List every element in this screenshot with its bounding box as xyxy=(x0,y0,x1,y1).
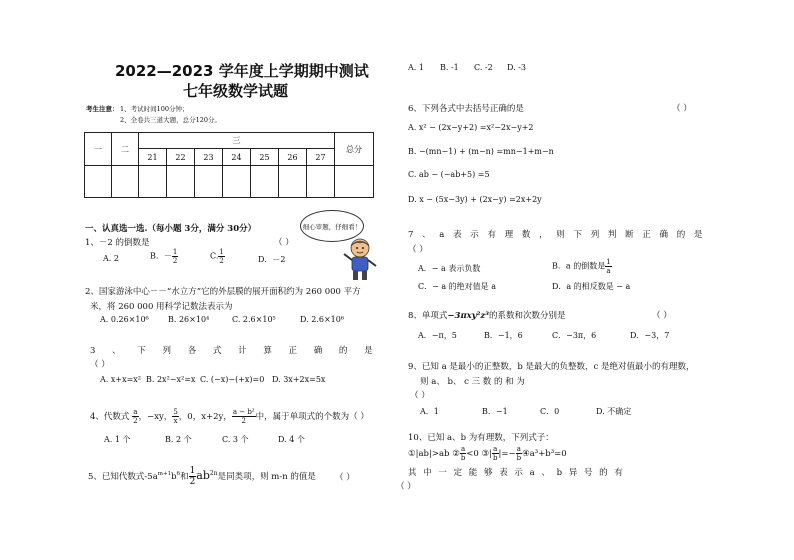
q3-option-a[interactable]: A. x+x=x² xyxy=(100,375,142,384)
score-subcol: 27 xyxy=(307,149,335,166)
q8-paren: （ ） xyxy=(652,311,672,321)
q7-option-b[interactable] xyxy=(552,258,612,275)
score-cell[interactable] xyxy=(139,166,167,198)
q9-paren: （ ） xyxy=(410,391,430,401)
score-table xyxy=(84,132,374,198)
score-subcol: 23 xyxy=(195,149,223,166)
q1-c-prefix: C. xyxy=(210,251,219,261)
notice-1: 1、考试时间100分钟； xyxy=(120,105,189,113)
q4-fraction-2: $\frac{5}{x}$ xyxy=(173,408,178,425)
q1-option-b[interactable] xyxy=(150,248,178,265)
q2-line1: 2、国家游泳中心－－“水立方”它的外层膜的展开面积约为 260 000 平方 xyxy=(85,287,361,297)
q6-stem: 6、下列各式中去括号正确的是 xyxy=(408,104,524,114)
score-cell[interactable] xyxy=(223,166,251,198)
q7-b-fraction: $\frac{1}{a}$ xyxy=(606,258,611,275)
q7-option-d[interactable]: D．a 的相反数是 − a xyxy=(552,282,631,291)
q1-b-prefix: B．－ xyxy=(150,251,172,261)
q10-paren: （ ） xyxy=(396,482,416,492)
q8-stem xyxy=(408,309,565,321)
q7-option-a[interactable]: A．− a 表示负数 xyxy=(418,264,481,273)
score-col-three: 三 xyxy=(139,133,335,149)
q1-c-fraction: $\frac{1}{2}$ xyxy=(219,248,224,265)
q5-sup2: 6 xyxy=(176,471,181,478)
q5-suffix: 是同类项，则 m-n 的值是 xyxy=(217,472,316,482)
q10-fraction-1: $\frac{a}{b}$ xyxy=(460,445,466,462)
q10-fraction-3: $\frac{a}{b}$ xyxy=(516,445,522,462)
q3-paren: （ ） xyxy=(90,360,110,370)
score-subcol: 21 xyxy=(139,149,167,166)
q4-option-d[interactable]: D. 4 个 xyxy=(278,435,305,444)
score-subcol: 24 xyxy=(223,149,251,166)
q8-option-d[interactable]: D．−3，7 xyxy=(630,331,670,340)
q2-option-d[interactable]: D. 2.6×10⁶ xyxy=(300,315,345,324)
q6-paren: （ ） xyxy=(672,104,692,114)
q4-fraction-3: $\frac{\text{a − b²}}{2}$ xyxy=(232,408,255,425)
q1-option-a[interactable]: A. 2 xyxy=(103,254,119,263)
score-cell[interactable] xyxy=(307,166,335,198)
q1-option-c[interactable] xyxy=(210,248,225,265)
q10-expr-2: <0 ③| xyxy=(466,449,493,459)
q3-option-d[interactable]: D. 3x+2x=5x xyxy=(272,375,326,384)
q5-fraction: $\frac{1}{2}$ xyxy=(189,466,196,487)
cartoon-student-icon xyxy=(340,236,380,282)
q6-option-b[interactable]: B. −(mn−1) + (m−n) =mn−1+m−n xyxy=(408,147,554,156)
q5-prefix: 5、已知代数式-5a xyxy=(88,472,158,482)
q10-expr-4: ④a³+b³=0 xyxy=(522,449,567,459)
q4-stem xyxy=(90,408,369,425)
q5-option-a[interactable]: A. 1 xyxy=(408,63,424,72)
q5-option-b[interactable]: B. -1 xyxy=(440,63,459,72)
q1-paren: （ ） xyxy=(274,238,294,248)
q4-option-a[interactable]: A. 1 个 xyxy=(104,435,131,444)
score-cell[interactable] xyxy=(85,166,112,198)
q1-stem: 1、－2 的倒数是 xyxy=(85,238,150,248)
score-col-total: 总分 xyxy=(335,133,374,166)
q10-expr-3: |=− xyxy=(498,449,516,459)
score-col-one: 一 xyxy=(85,133,112,166)
q2-line2: 米，将 260 000 用科学记数法表示为 xyxy=(90,302,233,312)
q5-sup1: m+1 xyxy=(157,471,172,478)
score-subcol: 26 xyxy=(279,149,307,166)
q4-option-b[interactable]: B. 2 个 xyxy=(165,435,192,444)
q1-b-fraction: $\frac{1}{2}$ xyxy=(172,248,178,265)
q5-mid1: b xyxy=(171,472,177,482)
q4-fraction-1: $\frac{a}{2}$ xyxy=(133,408,138,425)
q1-option-d[interactable]: D．－2 xyxy=(258,255,286,264)
q9-option-b[interactable]: B．−1 xyxy=(482,407,508,416)
score-cell[interactable] xyxy=(251,166,279,198)
q10-expr-1: ①|ab|>ab ② xyxy=(408,449,460,459)
q4-mid2: ，0，x+2y， xyxy=(178,412,232,422)
q9-option-d[interactable]: D. 不确定 xyxy=(596,407,632,416)
q3-option-c[interactable]: C. (−x)−(+x)=0 xyxy=(200,375,265,384)
score-cell[interactable] xyxy=(279,166,307,198)
q9-option-a[interactable]: A．1 xyxy=(420,407,439,416)
q7-paren: （ ） xyxy=(408,245,428,255)
q3-stem: 3 、 下 列 各 式 计 算 正 确 的 是 xyxy=(90,346,373,356)
score-subcol: 22 xyxy=(167,149,195,166)
score-col-two: 二 xyxy=(112,133,139,166)
q8-expression: −3πxy²z³ xyxy=(447,311,489,321)
section1-heading: 一、认真选一选.（每小题 3分，满分 30分） xyxy=(85,224,257,234)
exam-subtitle: 七年级数学试题 xyxy=(183,82,289,100)
q5-paren: （ ） xyxy=(335,473,355,483)
score-cell[interactable] xyxy=(167,166,195,198)
q2-option-b[interactable]: B. 26×10⁴ xyxy=(168,315,210,324)
q10-line2 xyxy=(408,445,567,462)
q5-mid3: ab xyxy=(196,469,210,482)
q6-option-a[interactable]: A. x² − (2x−y+2) =x²−2x−y+2 xyxy=(408,123,534,132)
q4-prefix: 4、代数式 xyxy=(90,412,130,422)
score-subcol: 25 xyxy=(251,149,279,166)
q6-option-d[interactable]: D. x − (5x−3y) + (2x−y) =2x+2y xyxy=(408,195,542,204)
q5-stem xyxy=(88,466,316,487)
bubble-text: 细心审题，仔细看！ xyxy=(302,222,362,231)
q6-option-c[interactable]: C. ab − (−ab+5) =5 xyxy=(408,170,490,179)
q9-line2: 则 a、 b、 c 三 数 的 和 为 xyxy=(420,377,525,387)
q3-option-b[interactable]: B. 2x²−x²=x xyxy=(146,375,196,384)
q2-option-c[interactable]: C. 2.6×10⁵ xyxy=(232,315,276,324)
q4-option-c[interactable]: C. 3 个 xyxy=(222,435,249,444)
q7-b-prefix: B．a 的倒数是 xyxy=(552,261,606,271)
q2-option-a[interactable]: A. 0.26×10⁶ xyxy=(100,315,149,324)
q7-stem: 7 、 a 表 示 有 理 数 ， 则 下 列 判 断 正 确 的 是 xyxy=(408,230,703,240)
q5-sup3: 2n xyxy=(209,470,218,478)
q8-prefix: 8、单项式 xyxy=(408,311,448,321)
q4-mid1: ，−xy， xyxy=(138,412,173,422)
q5-option-d[interactable]: D. -3 xyxy=(507,63,527,72)
score-cell[interactable] xyxy=(112,166,139,198)
q10-fraction-2: $\frac{a}{b}$ xyxy=(493,445,498,462)
q10-line3: 其 中 一 定 能 够 表 示 a 、 b 异 号 的 有 xyxy=(408,468,623,478)
notice-label: 考生注意： xyxy=(86,105,119,113)
q10-line1: 10、已知 a、b 为有理数，下列式子： xyxy=(408,433,554,443)
q4-suffix: 中，属于单项式的个数为（ ） xyxy=(255,412,369,422)
q5-mid2: 和 xyxy=(180,472,189,482)
q5-option-c[interactable]: C. -2 xyxy=(474,63,493,72)
q8-option-b[interactable]: B．−1，6 xyxy=(484,331,523,340)
score-cell[interactable] xyxy=(335,166,374,198)
notice-2: 2、全卷共三道大题，总分120分。 xyxy=(120,116,222,124)
q8-suffix: 的系数和次数分别是 xyxy=(488,311,566,321)
exam-title: 2022—2023 学年度上学期期中测试 xyxy=(115,62,369,80)
q8-option-c[interactable]: C．−3π，6 xyxy=(552,331,597,340)
q9-option-c[interactable]: C．0 xyxy=(540,407,560,416)
q9-line1: 9、已知 a 是最小的正整数，b 是最大的负整数，c 是绝对值最小的有理数， xyxy=(408,362,695,372)
q7-option-c[interactable]: C．− a 的绝对值是 a xyxy=(418,282,496,291)
score-cell[interactable] xyxy=(195,166,223,198)
q8-option-a[interactable]: A．−π，5 xyxy=(418,331,457,340)
